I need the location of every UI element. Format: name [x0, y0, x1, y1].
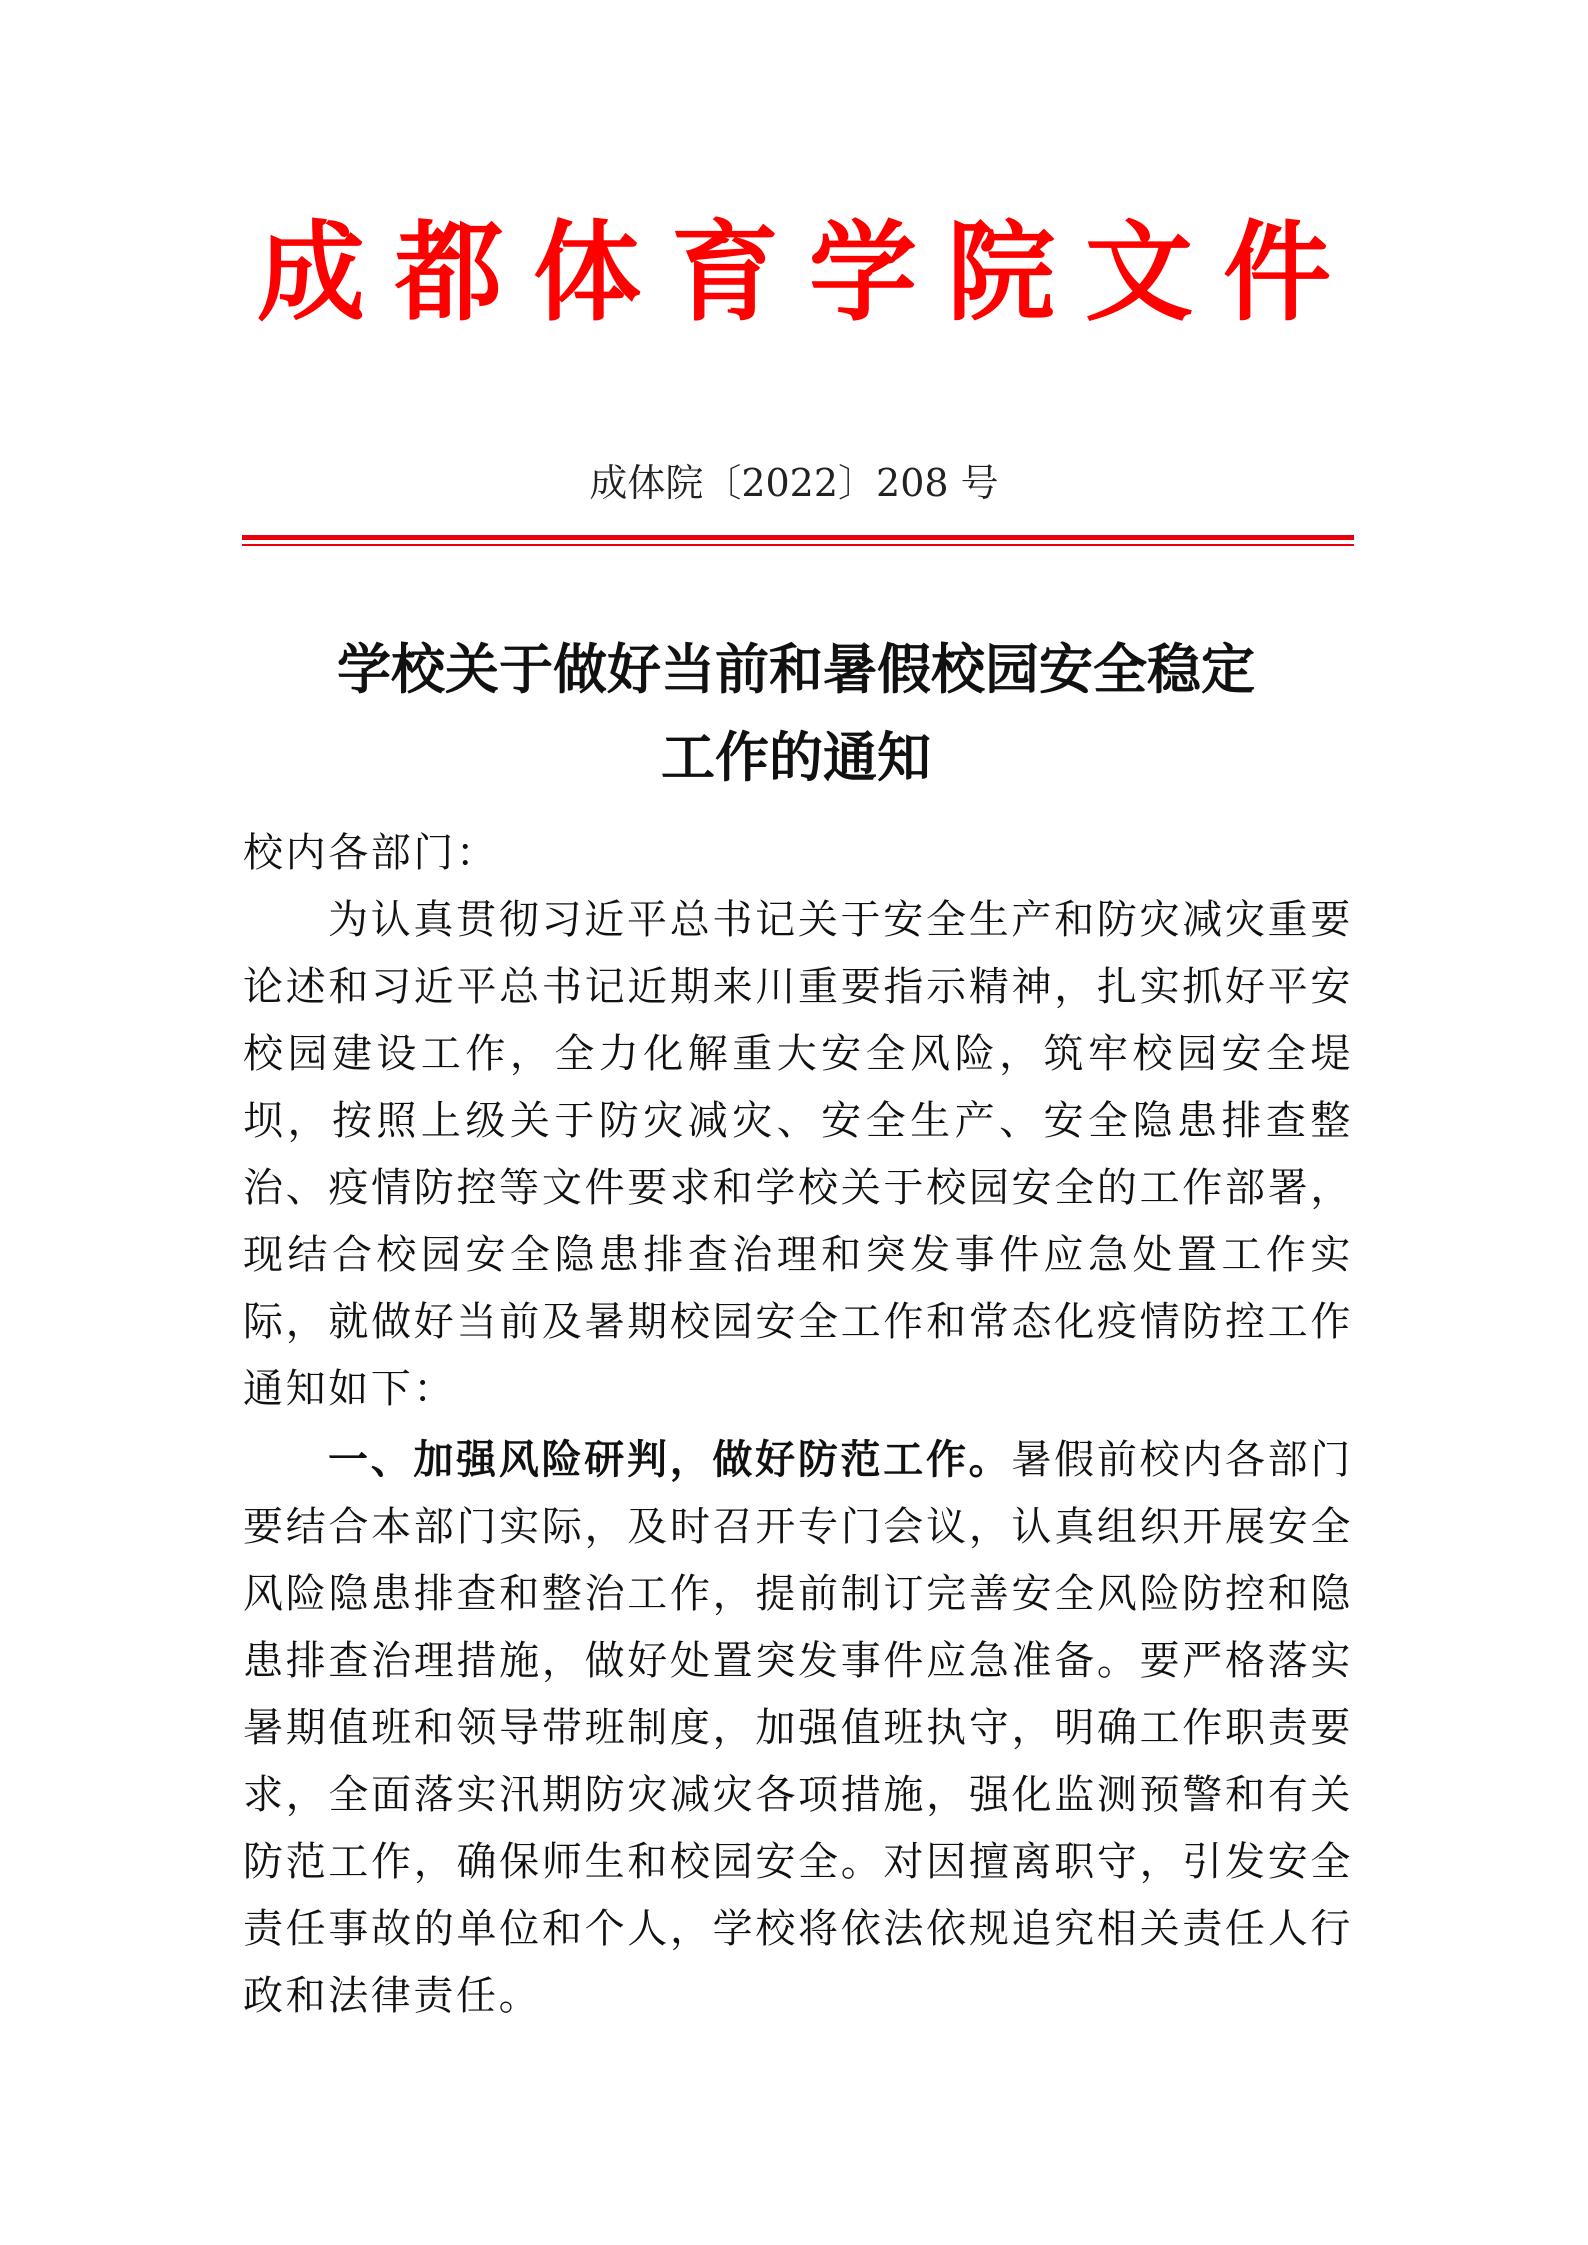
paragraph-2-heading: 一、加强风险研判，做好防范工作。 [328, 1437, 1012, 1483]
issuer-header: 成都体育学院文件 [256, 210, 1361, 336]
document-title-line-2: 工作的通知 [661, 725, 931, 789]
document-number: 成体院〔2022〕208 号 [589, 461, 999, 505]
red-separator-thick [242, 535, 1354, 540]
document-title [240, 625, 1352, 801]
paragraph-2 [243, 1427, 1353, 2030]
document-title-line-1: 学校关于做好当前和暑假校园安全稳定 [337, 637, 1255, 701]
paragraph-1: 为认真贯彻习近平总书记关于安全生产和防灾减灾重要论述和习近平总书记近期来川重要指示精神，扎实抓好平安校园建设工作，全力化解重大安全风险，筑牢校园安全堤坝，按照上级关于防灾减灾、安全生产、安全隐患排查整治、疫情防控等文件要求和学校关于校园安全的工作部署，现结合校园安全隐患排查治理和突发事件应急处置工作实际，就做好当前及暑期校园安全工作和常态化疫情防控工作通知如下： [243, 897, 1353, 1412]
salutation: 校内各部门： [243, 830, 499, 876]
red-separator-thin [242, 544, 1354, 546]
paragraph-2-text: 暑假前校内各部门要结合本部门实际，及时召开专门会议，认真组织开展安全风险隐患排查和整治工作，提前制订完善安全风险防控和隐患排查治理措施，做好处置突发事件应急准备。要严格落实暑期值班和领导带班制度，加强值班执守，明确工作职责要求，全面落实汛期防灾减灾各项措施，强化监测预警和有关防范工作，确保师生和校园安全。对因擅离职守，引发安全责任事故的单位和个人，学校将依法依规追究相关责任人行政和法律责任。 [243, 1437, 1353, 2019]
